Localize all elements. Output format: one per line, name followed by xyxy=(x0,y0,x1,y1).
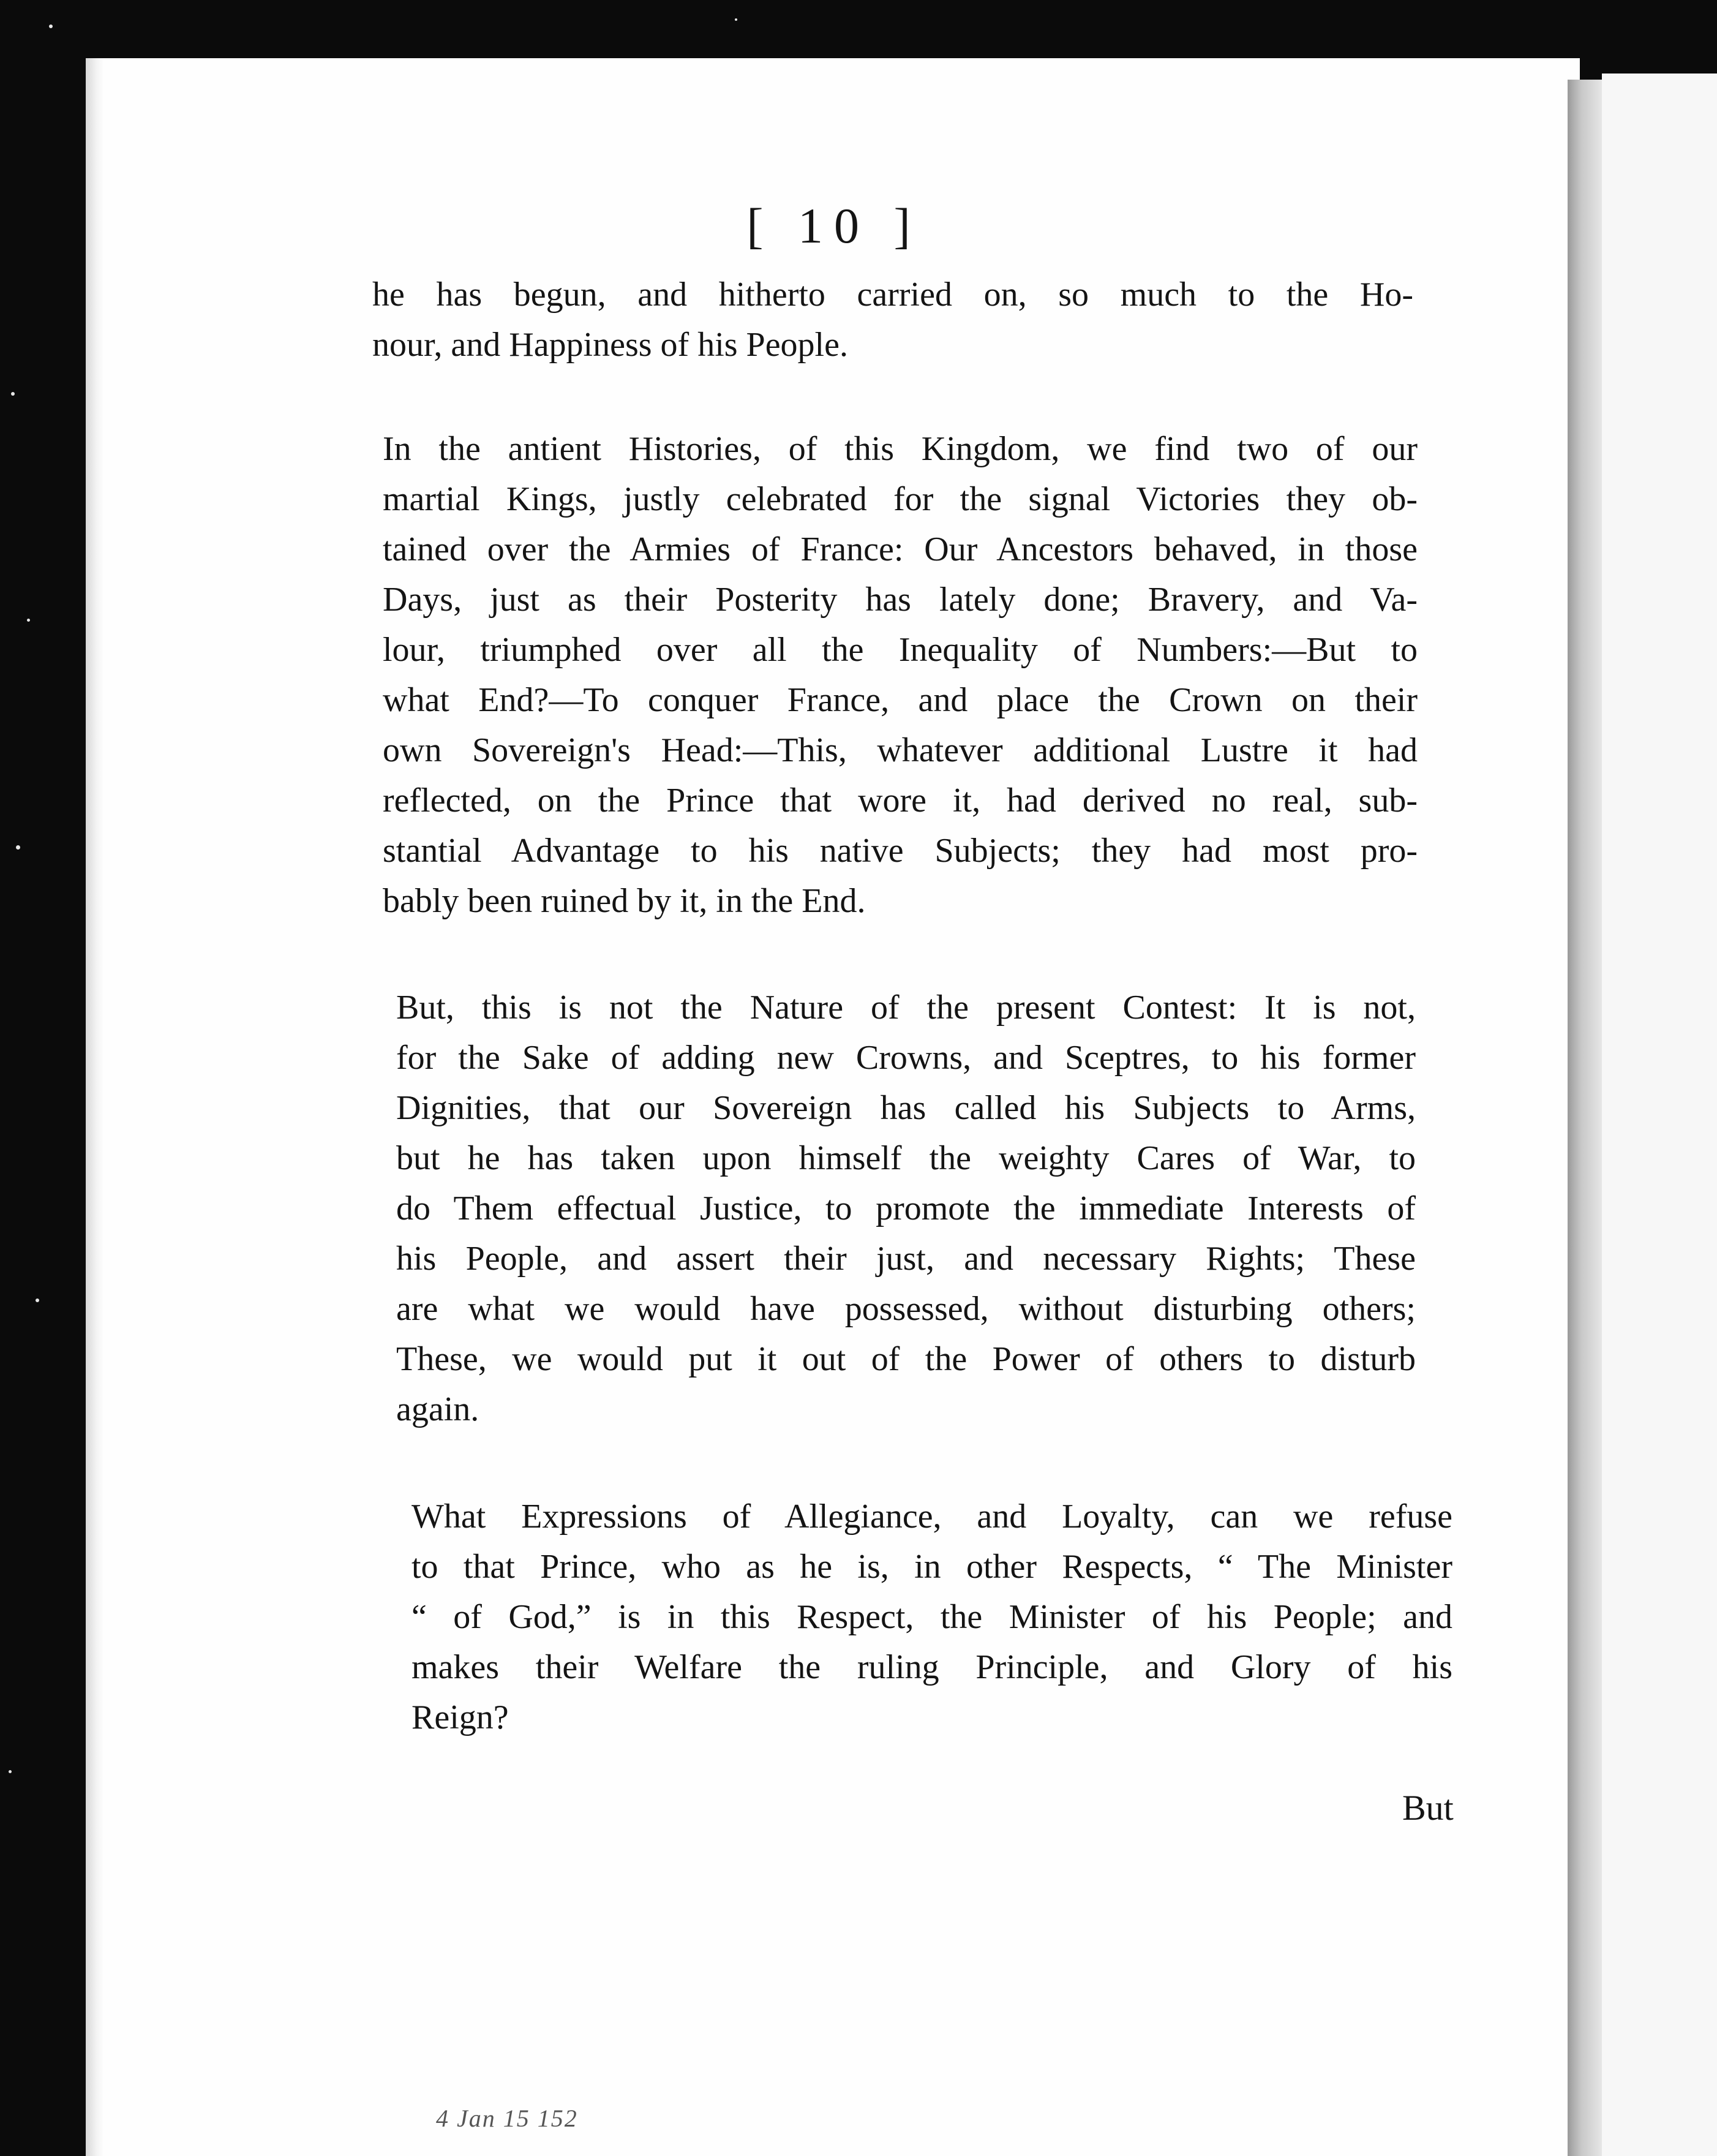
page-gutter-shadow xyxy=(1568,80,1602,2156)
paragraph-1 xyxy=(372,270,1413,370)
text-line: his People, and assert their just, and necessary Rights; These xyxy=(396,1240,1416,1278)
text-line: he has begun, and hitherto carried on, so much to the Ho- xyxy=(372,276,1413,314)
text-line: What Expressions of Allegiance, and Loyalty, can we refuse xyxy=(411,1498,1452,1536)
text-line: martial Kings, justly celebrated for the signal Victories they ob- xyxy=(383,480,1418,518)
scan-speck xyxy=(49,24,53,28)
text-line: lour, triumphed over all the Inequality of Numbers:—But to xyxy=(383,631,1418,669)
text-line: stantial Advantage to his native Subjects; they had most pro- xyxy=(383,832,1418,870)
text-line: to that Prince, who as he is, in other Respects, “ The Minister xyxy=(411,1548,1452,1586)
text-line: bably been ruined by it, in the End. xyxy=(383,882,866,920)
text-line: These, we would put it out of the Power of others to disturb xyxy=(396,1340,1416,1378)
paragraph-4 xyxy=(411,1491,1452,1743)
text-line: own Sovereign's Head:—This, whatever additional Lustre it had xyxy=(383,731,1418,769)
text-line: Days, just as their Posterity has lately done; Bravery, and Va- xyxy=(383,581,1418,619)
text-line: In the antient Histories, of this Kingdom, we find two of our xyxy=(383,430,1418,468)
text-line: for the Sake of adding new Crowns, and Sceptres, to his former xyxy=(396,1039,1416,1077)
facing-page-edge xyxy=(1602,74,1717,2156)
paragraph-3 xyxy=(396,982,1416,1434)
catchword: But xyxy=(1402,1788,1454,1828)
text-line: nour, and Happiness of his People. xyxy=(372,326,848,364)
scan-speck xyxy=(735,18,737,21)
paragraph-2 xyxy=(383,424,1418,926)
text-line: Dignities, that our Sovereign has called his Subjects to Arms, xyxy=(396,1089,1416,1127)
page-edge-shadow xyxy=(86,58,104,2156)
text-line: makes their Welfare the ruling Principle, and Glory of his xyxy=(411,1648,1452,1686)
text-line: But, this is not the Nature of the present Contest: It is not, xyxy=(396,989,1416,1027)
text-line: what End?—To conquer France, and place the Crown on their xyxy=(383,681,1418,719)
text-line: reflected, on the Prince that wore it, had derived no real, sub- xyxy=(383,782,1418,820)
scan-speck xyxy=(9,1770,12,1773)
text-line: do Them effectual Justice, to promote the immediate Interests of xyxy=(396,1189,1416,1227)
scan-speck xyxy=(27,619,30,622)
page-number: [ 10 ] xyxy=(746,198,922,254)
text-line: again. xyxy=(396,1390,479,1428)
text-line: are what we would have possessed, without disturbing others; xyxy=(396,1290,1416,1328)
scan-speck xyxy=(11,392,15,396)
scan-speck xyxy=(16,845,20,850)
shelfmark-annotation: 4 Jan 15 152 xyxy=(436,2105,578,2132)
scan-speck xyxy=(36,1298,39,1302)
text-line: tained over the Armies of France: Our Ancestors behaved, in those xyxy=(383,530,1418,568)
text-line: but he has taken upon himself the weighty Cares of War, to xyxy=(396,1139,1416,1177)
text-line: Reign? xyxy=(411,1698,509,1736)
text-line: “ of God,” is in this Respect, the Minister of his People; and xyxy=(411,1598,1452,1636)
